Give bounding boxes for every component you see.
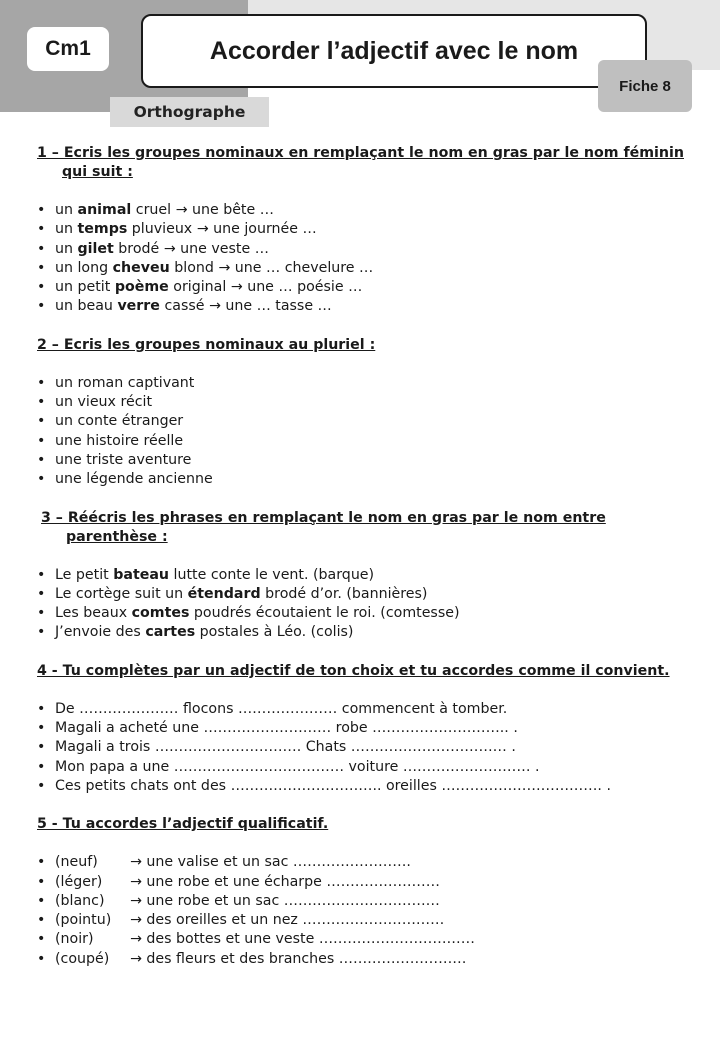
list-item: • Les beaux comtes poudrés écoutaient le roi. (comtesse) [37, 604, 697, 623]
list-item: • (pointu) → des oreilles et un nez ………………………… [37, 911, 697, 930]
exercise-3-title-line2: parenthèse : [66, 528, 168, 545]
list-item: • Mon papa a une ……………………………… voiture ……………………… . [37, 758, 697, 777]
page-title: Accorder l’adjectif avec le nom [141, 14, 647, 88]
list-item: • (noir) → des bottes et une veste …………………………… [37, 930, 697, 949]
list-item: • un long cheveu blond → une … chevelure … [37, 259, 697, 278]
list-item: • un gilet brodé → une veste … [37, 240, 697, 259]
worksheet-content [37, 144, 697, 969]
exercise-5-list [37, 853, 697, 969]
list-item: • un roman captivant [37, 374, 697, 393]
exercise-4-list [37, 700, 697, 796]
exercise-4-title: 4 - Tu complètes par un adjectif de ton choix et tu accordes comme il convient. [37, 662, 670, 679]
exercise-5-title: 5 - Tu accordes l’adjectif qualificatif. [37, 816, 329, 833]
list-item: • un beau verre cassé → une … tasse … [37, 297, 697, 316]
list-item: • (neuf) → une valise et un sac ……………………. [37, 853, 697, 872]
list-item: • un temps pluvieux → une journée … [37, 220, 697, 239]
list-item: • un conte étranger [37, 412, 697, 431]
exercise-3-title [37, 509, 697, 547]
list-item: • Le cortège suit un étendard brodé d’or. (bannières) [37, 585, 697, 604]
list-item: • Ces petits chats ont des ………………………….. oreilles ……………………………. . [37, 777, 697, 796]
subject-label: Orthographe [110, 97, 269, 127]
list-item: • Magali a acheté une ……………………… robe ……………………….. . [37, 719, 697, 738]
list-item: • (léger) → une robe et une écharpe …………………… [37, 873, 697, 892]
list-item: • De ………………… flocons ………………… commencent à tomber. [37, 700, 697, 719]
list-item: • Le petit bateau lutte conte le vent. (barque) [37, 566, 697, 585]
list-item: • un petit poème original → une … poésie … [37, 278, 697, 297]
list-item: • (coupé) → des fleurs et des branches ……………………… [37, 950, 697, 969]
list-item: • Magali a trois …………………………. Chats …………………………… . [37, 738, 697, 757]
list-item: • une histoire réelle [37, 432, 697, 451]
list-item: • J’envoie des cartes postales à Léo. (colis) [37, 623, 697, 642]
exercise-2-title: 2 – Ecris les groupes nominaux au pluriel : [37, 336, 376, 353]
list-item: • un vieux récit [37, 393, 697, 412]
list-item: • une triste aventure [37, 451, 697, 470]
exercise-1-title-line1: 1 – Ecris les groupes nominaux en remplaçant le nom en gras par le nom féminin [37, 145, 684, 161]
exercise-3-title-line1: 3 – Réécris les phrases en remplaçant le nom en gras par le nom entre [41, 509, 606, 526]
sheet-badge: Fiche 8 [598, 60, 692, 112]
list-item: • une légende ancienne [37, 470, 697, 489]
exercise-1-title [37, 144, 697, 182]
list-item: • (blanc) → une robe et un sac …………………………… [37, 892, 697, 911]
exercise-1-title-line2: qui suit : [62, 164, 133, 180]
exercise-1-list [37, 201, 697, 317]
exercise-2-list [37, 374, 697, 490]
list-item: • un animal cruel → une bête … [37, 201, 697, 220]
level-badge: Cm1 [27, 27, 109, 71]
exercise-3-list [37, 566, 697, 643]
